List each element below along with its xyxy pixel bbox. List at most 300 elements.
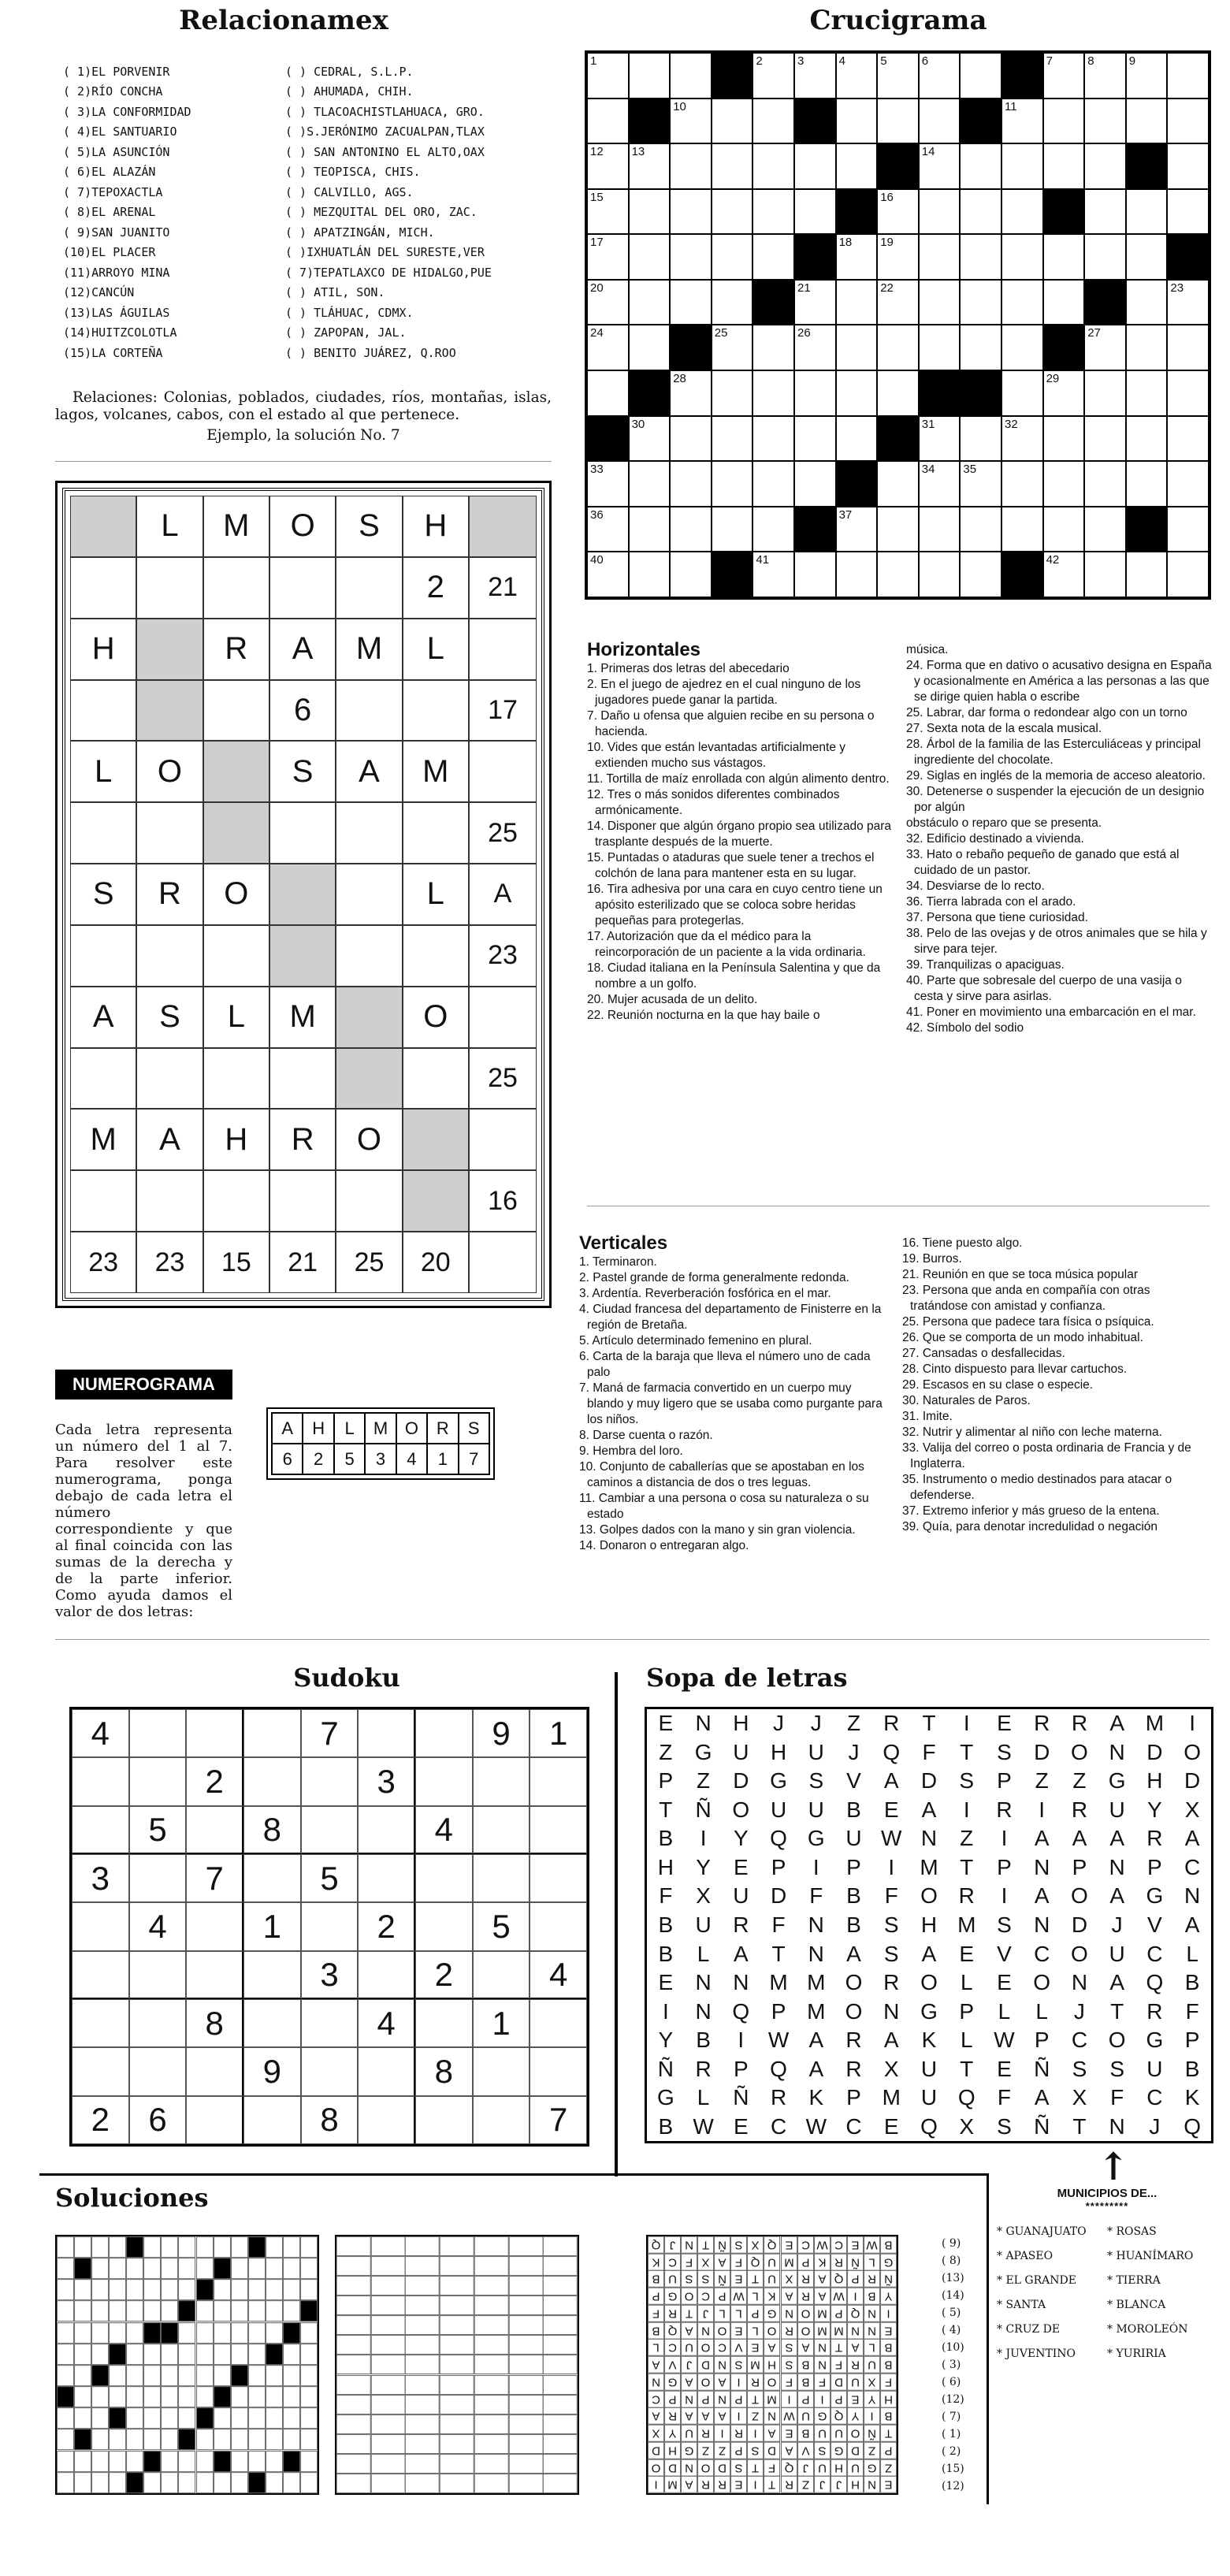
numerograma-cell: [469, 619, 537, 680]
solution-crossword-cell: [91, 2258, 109, 2279]
solution-sopa-letter: A: [714, 2407, 730, 2425]
clue-item: 6. Carta de la baraja que lleva el número uno de cada palo: [579, 1350, 871, 1379]
sudoku-cell[interactable]: [473, 1806, 530, 1854]
crossword-cell: [587, 507, 629, 552]
crossword-cell: [629, 53, 671, 99]
solution-sopa-letter: S: [747, 2442, 764, 2459]
solution-crossword-cell: [196, 2386, 214, 2407]
solution-crossword-cell: [178, 2472, 195, 2493]
numerograma-cell: R: [269, 1109, 336, 1170]
sudoku-cell[interactable]: 8: [243, 1806, 301, 1854]
clue-item: 1. Terminaron.: [579, 1255, 657, 1269]
solution-sopa-letter: I: [747, 2425, 764, 2442]
solution-numerograma-cell: [440, 2454, 474, 2474]
relacion-left-item: ( 4)EL SANTUARIO: [63, 125, 177, 139]
crossword-black-cell: [1043, 325, 1085, 370]
solution-numerograma-cell: [336, 2276, 371, 2295]
solution-sopa-letter: L: [864, 2339, 880, 2356]
solution-sopa-letter: U: [664, 2270, 681, 2288]
solution-sopa-letter: G: [831, 2442, 847, 2459]
solution-sopa-letter: F: [681, 2254, 697, 2271]
key-letter: S: [459, 1413, 489, 1444]
sudoku-cell[interactable]: [72, 1806, 129, 1854]
solution-numerograma-cell: [474, 2395, 509, 2414]
sudoku-cell[interactable]: [301, 1902, 359, 1950]
sopa-letter: M: [1145, 1711, 1165, 1736]
sopa-letter: G: [656, 2085, 674, 2110]
numerograma-cell: [70, 1170, 136, 1232]
crossword-cell: [836, 234, 878, 280]
relacion-right-item: ( ) TLACOACHISTLAHUACA, GRO.: [285, 104, 485, 119]
sopa-letter: A: [883, 2028, 899, 2053]
clue-item: 32. Edificio destinado a vivienda.: [906, 832, 1084, 846]
sopa-letter: R: [1146, 1998, 1163, 2024]
sudoku-cell[interactable]: [530, 1902, 587, 1950]
solution-crossword-cell: [214, 2429, 231, 2450]
crossword-cell: [1167, 507, 1209, 552]
sudoku-cell[interactable]: 2: [415, 1951, 473, 1999]
sudoku-cell[interactable]: [72, 1757, 129, 1805]
sopa-letter: B: [658, 1941, 674, 1966]
solution-sopa-letter: F: [814, 2373, 831, 2391]
key-letter: A: [272, 1413, 303, 1444]
sudoku-cell[interactable]: 1: [243, 1902, 301, 1950]
crossword-cell: [960, 325, 1001, 370]
solution-crossword-cell: [231, 2451, 248, 2472]
sudoku-cell[interactable]: [473, 2096, 530, 2144]
sudoku-cell[interactable]: 1: [530, 1709, 587, 1757]
sopa-letter: T: [960, 1739, 974, 1764]
crossword-number: 40: [590, 553, 604, 567]
solution-crossword-cell: [74, 2365, 91, 2386]
sudoku-cell[interactable]: [72, 2047, 129, 2095]
sopa-letter: R: [883, 1970, 900, 1995]
sudoku-cell[interactable]: [358, 1709, 415, 1757]
solution-sopa-letter: G: [864, 2459, 880, 2477]
sudoku-cell[interactable]: [301, 1757, 359, 1805]
sudoku-cell[interactable]: [72, 1951, 129, 1999]
numerograma-cell: [469, 1232, 537, 1293]
crossword-number: 29: [1046, 372, 1060, 386]
solution-crossword-cell: [178, 2279, 195, 2300]
crossword-number: 4: [838, 54, 845, 68]
sudoku-cell[interactable]: [243, 2096, 301, 2144]
sudoku-cell[interactable]: [473, 1951, 530, 1999]
clue-item: 14. Disponer que algún órgano propio sea utilizado para trasplante después de la muerte.: [587, 820, 892, 849]
sudoku-cell[interactable]: 5: [301, 1854, 359, 1902]
sopa-letter: O: [732, 1797, 750, 1822]
sudoku-cell[interactable]: 8: [186, 1999, 243, 2047]
solution-crossword-cell: [266, 2451, 283, 2472]
crossword-cell: [629, 507, 671, 552]
sopa-letter: T: [659, 1797, 673, 1822]
solution-crossword-cell: [283, 2386, 300, 2407]
crossword-black-cell: [670, 325, 712, 370]
sopa-letter: I: [1039, 1797, 1046, 1822]
sudoku-cell[interactable]: 2: [186, 1757, 243, 1805]
solution-crossword-cell: [231, 2279, 248, 2300]
solution-crossword-cell: [143, 2451, 161, 2472]
sudoku-cell[interactable]: [473, 2047, 530, 2095]
sopa-letter: S: [997, 1739, 1012, 1764]
crossword-number: 35: [963, 463, 977, 477]
sudoku-cell[interactable]: [186, 2047, 243, 2095]
sudoku-cell[interactable]: 7: [301, 1709, 359, 1757]
sopa-letter: A: [808, 2056, 824, 2081]
solution-crossword-cell: [161, 2258, 178, 2279]
numerograma-cell: 17: [469, 680, 537, 742]
sudoku-cell[interactable]: [301, 2047, 359, 2095]
solution-relacion-item: ( 5): [942, 2307, 961, 2319]
key-letter: M: [365, 1413, 396, 1444]
numerograma-shaded-cell: [403, 1109, 469, 1170]
sudoku-cell[interactable]: 2: [72, 2096, 129, 2144]
clue-item: 16. Tiene puesto algo.: [902, 1236, 1023, 1250]
numerograma-shaded-cell: [136, 680, 203, 742]
sopa-letter: D: [1146, 1739, 1163, 1764]
solution-crossword-cell: [196, 2300, 214, 2321]
sopa-letter: O: [920, 1970, 938, 1995]
solution-sopa-letter: N: [864, 2305, 880, 2322]
solution-crossword-cell: [161, 2451, 178, 2472]
solution-crossword-cell: [143, 2365, 161, 2386]
sopa-letter: G: [694, 1739, 712, 1764]
sudoku-cell[interactable]: [301, 1806, 359, 1854]
relacion-left-item: ( 8)EL ARENAL: [63, 205, 156, 220]
sopa-letter: A: [883, 1768, 899, 1794]
crossword-cell: [1126, 189, 1168, 235]
crossword-number: 37: [838, 507, 853, 522]
sopa-letter: F: [659, 1883, 673, 1909]
solution-crossword-cell: [283, 2407, 300, 2429]
numerograma-cell: M: [336, 619, 402, 680]
sopa-letter: N: [695, 1711, 712, 1736]
solution-sopa-letter: P: [831, 2305, 847, 2322]
solution-numerograma-cell: [405, 2276, 440, 2295]
sudoku-cell[interactable]: [358, 1806, 415, 1854]
sudoku-cell[interactable]: [129, 1999, 187, 2047]
sudoku-cell[interactable]: [243, 1757, 301, 1805]
numerograma-cell: [269, 1170, 336, 1232]
solution-crossword-cell: [57, 2344, 74, 2365]
crossword-cell: [670, 53, 712, 99]
sudoku-cell[interactable]: [415, 1902, 473, 1950]
solution-crossword-cell: [91, 2472, 109, 2493]
solution-crossword-cell: [266, 2258, 283, 2279]
sudoku-cell[interactable]: 1: [473, 1999, 530, 2047]
sudoku-cell[interactable]: 8: [415, 2047, 473, 2095]
solution-crossword-cell: [178, 2407, 195, 2429]
solution-crossword-cell: [196, 2429, 214, 2450]
sudoku-cell[interactable]: [129, 2047, 187, 2095]
solution-crossword-cell: [283, 2451, 300, 2472]
sudoku-cell[interactable]: 3: [301, 1951, 359, 1999]
solution-sopa-letter: P: [648, 2288, 664, 2305]
solution-sopa-letter: I: [847, 2288, 864, 2305]
sudoku-cell[interactable]: [358, 2047, 415, 2095]
sopa-letter: Q: [957, 2085, 975, 2110]
soluciones-title: Soluciones: [55, 2183, 209, 2213]
sudoku-cell[interactable]: [129, 1709, 187, 1757]
crossword-cell: [629, 189, 671, 235]
municipio-item: * MOROLEÓN: [1107, 2323, 1188, 2336]
sudoku-cell[interactable]: [358, 1854, 415, 1902]
solution-numerograma-cell: [405, 2434, 440, 2454]
sudoku-cell[interactable]: [415, 1999, 473, 2047]
crossword-cell: [1167, 552, 1209, 597]
crossword-grid: [585, 50, 1211, 600]
crossword-cell: [1043, 507, 1085, 552]
sudoku-cell[interactable]: [243, 1951, 301, 1999]
solution-sopa-letter: A: [681, 2322, 697, 2340]
solution-crossword-cell: [74, 2236, 91, 2258]
sopa-letter: R: [770, 2085, 787, 2110]
solution-crossword-cell: [161, 2236, 178, 2258]
sudoku-cell[interactable]: [129, 1854, 187, 1902]
crossword-cell: [752, 507, 794, 552]
solution-relacion-item: (14): [942, 2289, 964, 2302]
crossword-number: 11: [1004, 99, 1017, 113]
sudoku-cell[interactable]: 7: [186, 1854, 243, 1902]
clue-item: 7. Daño u ofensa que alguien recibe en su persona o hacienda.: [587, 709, 875, 738]
relacion-left-item: ( 9)SAN JUANITO: [63, 225, 170, 240]
solution-crossword-cell: [91, 2451, 109, 2472]
solution-sopa-letter: U: [831, 2425, 847, 2442]
sudoku-cell[interactable]: 4: [358, 1999, 415, 2047]
solution-sopa-letter: C: [697, 2288, 714, 2305]
crossword-black-cell: [794, 507, 836, 552]
crossword-cell: [1043, 143, 1085, 189]
solution-crossword-cell: [91, 2344, 109, 2365]
sudoku-cell[interactable]: 8: [301, 2096, 359, 2144]
sudoku-cell[interactable]: [129, 1757, 187, 1805]
numerograma-cell: [403, 802, 469, 864]
sudoku-cell[interactable]: [129, 1951, 187, 1999]
sudoku-cell[interactable]: [186, 1951, 243, 1999]
solution-crossword-cell: [248, 2386, 266, 2407]
sudoku-cell[interactable]: [415, 1854, 473, 1902]
sudoku-cell[interactable]: [473, 1757, 530, 1805]
sopa-letter: S: [883, 1912, 899, 1937]
sudoku-cell[interactable]: [530, 1999, 587, 2047]
relacionamex-note: [55, 389, 552, 424]
crossword-cell: [1084, 461, 1126, 507]
sudoku-cell[interactable]: [358, 1951, 415, 1999]
crossword-cell: [629, 416, 671, 462]
sopa-letter: G: [770, 1768, 787, 1794]
crucigrama-title: Crucigrama: [809, 5, 987, 36]
sudoku-cell[interactable]: 5: [129, 1806, 187, 1854]
sopa-letter: H: [657, 1854, 674, 1879]
sudoku-cell[interactable]: [358, 2096, 415, 2144]
solution-sopa-letter: A: [764, 2425, 780, 2442]
sudoku-cell[interactable]: 6: [129, 2096, 187, 2144]
solution-crossword-cell: [161, 2386, 178, 2407]
crossword-cell: [1126, 370, 1168, 416]
relacion-right-item: ( ) TEOPISCA, CHIS.: [285, 165, 421, 180]
sudoku-cell[interactable]: [530, 1806, 587, 1854]
crossword-cell: [1084, 53, 1126, 99]
solution-sopa-letter: I: [747, 2476, 764, 2493]
solution-sopa-letter: D: [847, 2442, 864, 2459]
solution-sopa-letter: Q: [747, 2254, 764, 2271]
solution-crossword-cell: [283, 2322, 300, 2344]
solution-sopa-letter: A: [648, 2407, 664, 2425]
sudoku-cell[interactable]: [72, 1999, 129, 2047]
numerograma-cell: 16: [469, 1170, 537, 1232]
solution-sopa-letter: O: [681, 2288, 697, 2305]
crossword-cell: [670, 507, 712, 552]
solution-sopa-letter: E: [880, 2322, 897, 2340]
sopa-letter: M: [807, 1998, 826, 2024]
sudoku-cell[interactable]: 3: [358, 1757, 415, 1805]
clue-item: 29. Escasos en su clase o especie.: [902, 1378, 1094, 1392]
solution-crossword-cell: [266, 2300, 283, 2321]
sudoku-cell[interactable]: 7: [530, 2096, 587, 2144]
solution-numerograma-cell: [336, 2414, 371, 2434]
crossword-cell: [919, 143, 961, 189]
solution-numerograma-cell: [336, 2395, 371, 2414]
sudoku-cell[interactable]: [186, 1709, 243, 1757]
sudoku-cell[interactable]: 4: [415, 1806, 473, 1854]
crossword-cell: [877, 53, 919, 99]
solution-numerograma-cell: [440, 2395, 474, 2414]
solution-numerograma-cell: [371, 2256, 406, 2276]
solution-crossword-cell: [283, 2236, 300, 2258]
sopa-letter: A: [1034, 1826, 1050, 1851]
solution-crossword-cell: [91, 2429, 109, 2450]
solution-crossword-cell: [248, 2344, 266, 2365]
sopa-letter: A: [846, 1941, 861, 1966]
sudoku-cell[interactable]: [530, 1854, 587, 1902]
solution-crossword-cell: [178, 2365, 195, 2386]
numerograma-cell: A: [70, 987, 136, 1048]
sopa-letter: E: [733, 2113, 749, 2139]
crossword-cell: [712, 461, 753, 507]
solution-sopa-letter: N: [681, 2459, 697, 2477]
crossword-cell: [712, 189, 753, 235]
sudoku-cell[interactable]: 5: [473, 1902, 530, 1950]
divider-left-1: [55, 461, 552, 462]
sopa-letter: U: [920, 2056, 938, 2081]
crossword-black-cell: [712, 53, 753, 99]
sudoku-cell[interactable]: 9: [473, 1709, 530, 1757]
sopa-letter: O: [1108, 2028, 1126, 2053]
sopa-letter: G: [920, 1998, 938, 2024]
sudoku-cell[interactable]: [243, 1709, 301, 1757]
solution-sopa-letter: N: [648, 2373, 664, 2391]
sudoku-cell[interactable]: [243, 1854, 301, 1902]
crossword-black-cell: [836, 189, 878, 235]
solution-sopa-letter: Y: [880, 2288, 897, 2305]
solution-sopa-letter: Y: [664, 2425, 681, 2442]
sopa-letter: M: [957, 1912, 976, 1937]
solution-crossword-cell: [283, 2344, 300, 2365]
solution-crossword-cell: [161, 2300, 178, 2321]
solution-sopa-letter: Z: [714, 2442, 730, 2459]
sopa-letter: R: [845, 2028, 862, 2053]
solution-sopa-letter: U: [847, 2373, 864, 2391]
crossword-cell: [712, 416, 753, 462]
sopa-letter: H: [920, 1912, 938, 1937]
crossword-black-cell: [629, 99, 671, 144]
sopa-letter: V: [1147, 1912, 1162, 1937]
sudoku-cell[interactable]: [415, 2096, 473, 2144]
sudoku-cell[interactable]: [530, 1757, 587, 1805]
sopa-letter: B: [846, 1912, 861, 1937]
sudoku-cell[interactable]: 4: [129, 1902, 187, 1950]
sudoku-cell[interactable]: 2: [358, 1902, 415, 1950]
sopa-letter: D: [1071, 1912, 1088, 1937]
sudoku-cell[interactable]: [530, 2047, 587, 2095]
sudoku-cell[interactable]: 4: [530, 1951, 587, 1999]
sopa-letter: C: [770, 2113, 787, 2139]
solution-numerograma-cell: [371, 2395, 406, 2414]
sudoku-cell[interactable]: [186, 1806, 243, 1854]
sudoku-cell[interactable]: 3: [72, 1854, 129, 1902]
solution-relacion-item: (10): [942, 2341, 964, 2354]
sudoku-cell[interactable]: [415, 1709, 473, 1757]
clue-item: 37. Extremo inferior y más grueso de la entena.: [902, 1504, 1160, 1518]
numerograma-cell: O: [203, 864, 269, 925]
solution-numerograma-cell: [509, 2256, 544, 2276]
sopa-letter: A: [733, 1941, 749, 1966]
solution-sopa-letter: R: [864, 2270, 880, 2288]
crossword-cell: [752, 189, 794, 235]
crossword-cell: [960, 461, 1001, 507]
solution-sopa-letter: L: [864, 2254, 880, 2271]
sopa-letter: W: [767, 2028, 790, 2053]
sopa-letter: O: [920, 1883, 938, 1909]
sudoku-cell[interactable]: 4: [72, 1709, 129, 1757]
sudoku-cell[interactable]: 9: [243, 2047, 301, 2095]
solution-sopa-letter: N: [847, 2322, 864, 2340]
sopa-letter: Z: [846, 1711, 861, 1736]
solution-crossword-cell: [266, 2344, 283, 2365]
sopa-letter: L: [960, 2028, 973, 2053]
sudoku-cell[interactable]: [186, 2096, 243, 2144]
crossword-number: 25: [714, 326, 728, 340]
clue-item: 37. Persona que tiene curiosidad.: [906, 911, 1088, 924]
solution-crossword-cell: [231, 2386, 248, 2407]
sudoku-cell[interactable]: [415, 1757, 473, 1805]
solution-crossword-cell: [300, 2344, 318, 2365]
crossword-cell: [752, 325, 794, 370]
sopa-letter: G: [1146, 1883, 1164, 1909]
solution-crossword-cell: [266, 2365, 283, 2386]
sopa-letter: B: [846, 1797, 861, 1822]
numerograma-title: NUMEROGRAMA: [55, 1370, 232, 1400]
key-letter: L: [334, 1413, 365, 1444]
sudoku-cell[interactable]: [186, 1902, 243, 1950]
sudoku-cell[interactable]: [473, 1854, 530, 1902]
numerograma-shaded-cell: [203, 802, 269, 864]
solution-sopa-letter: P: [831, 2391, 847, 2408]
solution-crossword-cell: [214, 2451, 231, 2472]
numerograma-instructions: Cada letra representa un número del 1 al 7. Para resolver este numerograma, ponga debajo de cada letra el número correspondiente y que al final coincida con las sumas de la derecha y de la parte inferior. Como ayuda damos el valor de dos letras:: [55, 1422, 232, 1620]
sudoku-cell[interactable]: [301, 1999, 359, 2047]
crossword-cell: [1001, 234, 1043, 280]
sudoku-cell[interactable]: [72, 1902, 129, 1950]
solution-sopa-letter: M: [747, 2356, 764, 2373]
numerograma-shaded-cell: [469, 496, 537, 557]
solution-sopa-letter: B: [880, 2339, 897, 2356]
solution-crossword-cell: [91, 2300, 109, 2321]
divider-mid: [55, 1639, 1210, 1640]
sudoku-cell[interactable]: [243, 1999, 301, 2047]
solution-sopa-letter: R: [664, 2305, 681, 2322]
sopa-letter: P: [997, 1854, 1012, 1879]
